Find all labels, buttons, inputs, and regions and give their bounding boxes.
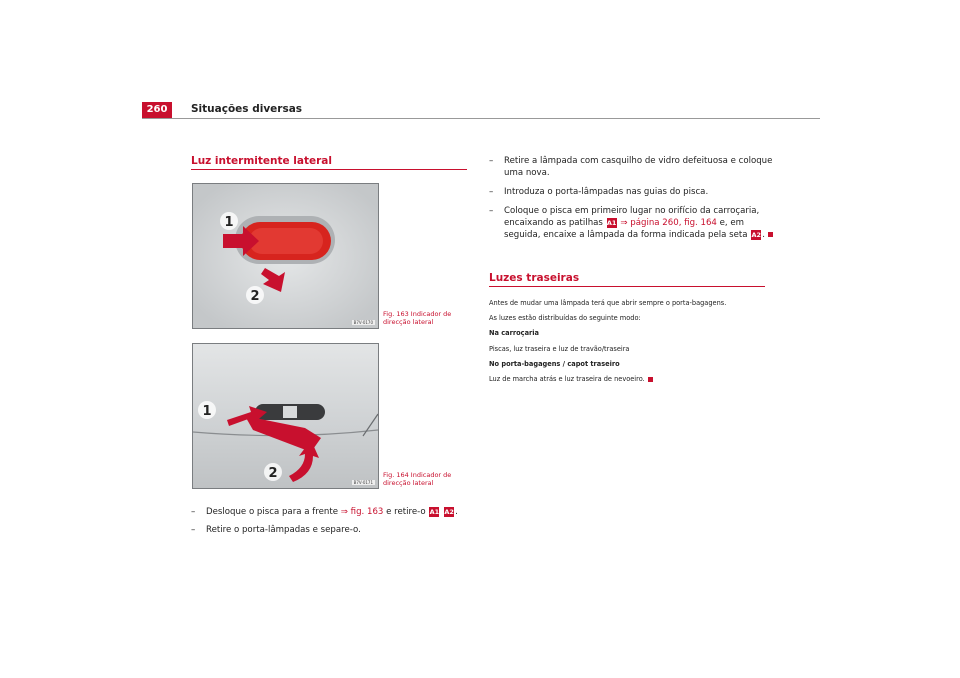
figure-163-code: B7V-0170 (353, 320, 373, 325)
rear-lights-body (489, 296, 779, 387)
header-rule (142, 118, 820, 119)
section-rule-side-light (191, 169, 467, 170)
group-2-title: No porta-bagagens / capot traseiro (489, 359, 620, 368)
page-number: 260 (142, 102, 172, 118)
section-title-rear-lights: Luzes traseiras (489, 272, 580, 284)
figure-163 (192, 183, 379, 329)
step-2: – Retire o porta-lâmpadas e separe-o. (191, 525, 361, 535)
group-2-text: Luz de marcha atrás e luz traseira de nevoeiro. (489, 372, 779, 387)
figure-164-label-2: 2 (268, 466, 278, 481)
figure-163-caption: Fig. 163 Indicador de direcção lateral (383, 310, 452, 326)
figure-164 (192, 343, 379, 489)
figure-164-illustration (193, 344, 378, 488)
step-1: – Desloque o pisca para a frente ⇒ fig. 163 e retire-o A1 A2. (191, 507, 458, 517)
rear-lights-distribution: As luzes estão distribuídas do seguinte modo: (489, 314, 641, 323)
group-1-text: Piscas, luz traseira e luz de travão/traseira (489, 344, 630, 353)
figure-164-label-1: 1 (202, 404, 212, 419)
badge-a2: A2 (444, 507, 454, 516)
section-title-side-light: Luz intermitente lateral (191, 155, 332, 167)
figure-163-label-2: 2 (250, 289, 260, 304)
figure-164-code: B7V-0171 (353, 480, 373, 485)
badge-a1: A1 (606, 218, 617, 227)
rear-lights-intro: Antes de mudar uma lâmpada terá que abrir sempre o porta-bagagens. (489, 299, 727, 307)
step-5: – Coloque o pisca em primeiro lugar no orifício da carroçaria, encaixando as patilhas A1 ⇒ página 260, fig. 164 e, em seguida, encaixe a lâmpada da forma indicada pela seta A2. (489, 205, 779, 241)
figure-164-caption: Fig. 164 Indicador de direcção lateral (383, 471, 452, 487)
fig-163-reference[interactable]: ⇒ fig. 163 (340, 507, 384, 517)
group-1-title: Na carroçaria (489, 329, 539, 338)
end-square-icon (768, 232, 773, 237)
badge-a2: A2 (751, 230, 762, 239)
badge-a1: A1 (429, 507, 440, 516)
step-4: – Introduza o porta-lâmpadas nas guias do pisca. (489, 187, 709, 197)
section-rule-rear-lights (489, 286, 765, 287)
figure-163-label-1: 1 (224, 215, 234, 230)
running-title: Situações diversas (191, 103, 303, 115)
end-square-icon (648, 377, 653, 382)
step-3: – Retire a lâmpada com casquilho de vidro defeituosa e coloque uma nova. (489, 156, 773, 178)
page-260-reference[interactable]: ⇒ página 260, fig. 164 (617, 218, 717, 228)
figure-163-illustration (193, 184, 378, 328)
